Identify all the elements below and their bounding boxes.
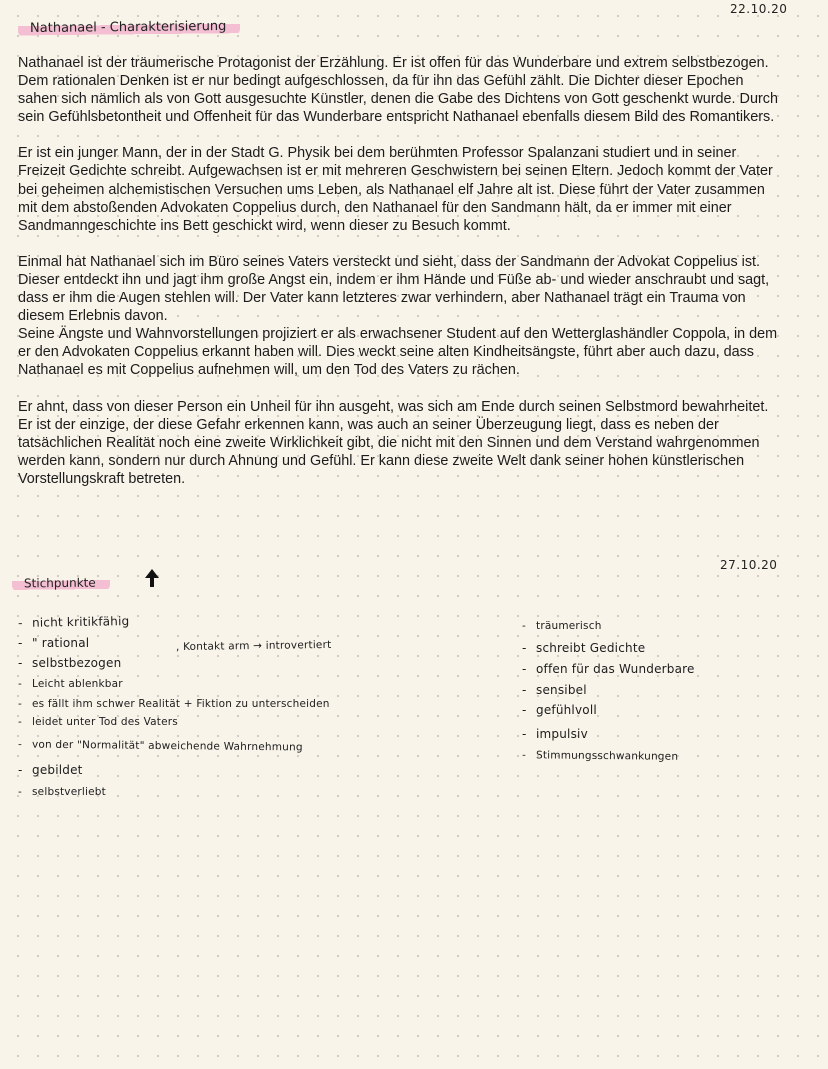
essay-paragraph: Er ahnt, dass von dieser Person ein Unheil für ihn ausgeht, was sich am Ende durch seinen Selbstmord bewahrheitet. Er ist der einzige, der diese Gefahr erkennen kann, was auch an seiner Überzeugung liegt, dass es neben der tatsächlichen Realität noch eine zweite Wirklichkeit gibt, die nicht mit den Sinnen und dem Verstand wahrgenommen werden kann, sondern nur durch Ahnung und Gefühl. Er kann diese zweite Welt dank seiner hohen künstlerischen Vorstellungskraft betreten. xyxy=(18,398,769,487)
arrow-up-icon xyxy=(143,568,161,588)
note-item: - gefühlvoll xyxy=(522,703,597,717)
notes-title: Stichpunkte xyxy=(12,574,110,591)
note-item: - Leicht ablenkbar xyxy=(18,678,123,690)
date-notes: 27.10.20 xyxy=(720,558,778,572)
note-item: - träumerisch xyxy=(522,620,602,632)
note-item: - leidet unter Tod des Vaters xyxy=(18,716,178,728)
page-title: Nathanael - Charakterisierung xyxy=(18,18,241,37)
note-item: - nicht kritikfähig xyxy=(17,614,130,630)
essay-paragraph: Er ist ein junger Mann, der in der Stadt G. Physik bei dem berühmten Professor Spalanzani studiert und in seiner Freizeit Gedichte schreibt. Aufgewachsen ist er mit mehreren Geschwistern bei seinen Eltern. Jedoch kommt der Vater bei geheimen alchemistischen Versuchen ums Leben, als Nathanael elf Jahre alt ist. Diese führt der Vater zusammen mit dem abstoßenden Advokaten Coppelius durch, den Nathanael für den Sandmann hält, da er immer mit einer Sandmanngeschichte ins Bett geschickt wird, wenn dieser zu Besuch kommt. xyxy=(18,145,773,234)
note-item: - schreibt Gedichte xyxy=(522,641,646,655)
note-item: - sensibel xyxy=(522,683,587,697)
date-top: 22.10.20 xyxy=(730,2,788,16)
essay-paragraph: Einmal hat Nathanael sich im Büro seines Vaters versteckt und sieht, dass der Sandmann der Advokat Coppelius ist. Dieser entdeckt ihn und jagt ihm große Angst ein, indem er ihm Hände und Füße ab- und wieder anschraubt und sagt, dass er ihm die Augen stehlen will. Der Vater kann letzteres zwar verhindern, aber Nathanael trägt ein Trauma von diesem Erlebnis davon. Seine Ängste und Wahnvorstellungen projiziert er als erwachsener Student auf den Wetterglashändler Coppola, in dem er den Advokaten Coppelius erkannt haben will. Dies weckt seine alten Kindheitsängste, führt aber auch dazu, dass Nathanael es mit Coppelius aufnehmen will, um den Tod des Vaters zu rächen. xyxy=(18,253,778,379)
note-item: - " rational xyxy=(18,636,90,650)
essay-paragraph: Nathanael ist der träumerische Protagonist der Erzählung. Er ist offen für das Wunderbare und extrem selbstbezogen. Dem rationalen Denken ist er nur bedingt aufgeschlossen, da für ihn das Gefühl zählt. Die Dichter dieser Epochen sahen sich nämlich als von Gott ausgesuchte Künstler, denen die Gabe des Dichtens von Gott geschenkt wurde. Durch sein Gefühlsbetontheit und Offenheit für das Wunderbare entspricht Nathanael ebenfalls diesem Bild des Romantikers. xyxy=(18,55,778,126)
note-item: - Stimmungsschwankungen xyxy=(521,749,679,763)
note-item: - selbstbezogen xyxy=(18,656,122,670)
note-item: - offen für das Wunderbare xyxy=(522,662,695,676)
note-item: - impulsiv xyxy=(522,727,588,741)
note-item: - selbstverliebt xyxy=(18,786,106,798)
note-item: - es fällt ihm schwer Realität + Fiktion zu unterscheiden xyxy=(18,698,330,710)
note-item: - von der "Normalität" abweichende Wahrnehmung xyxy=(17,738,303,754)
essay-text xyxy=(18,54,778,506)
note-addendum: , Kontakt arm → introvertiert xyxy=(175,638,332,654)
note-item: - gebildet xyxy=(18,763,83,777)
